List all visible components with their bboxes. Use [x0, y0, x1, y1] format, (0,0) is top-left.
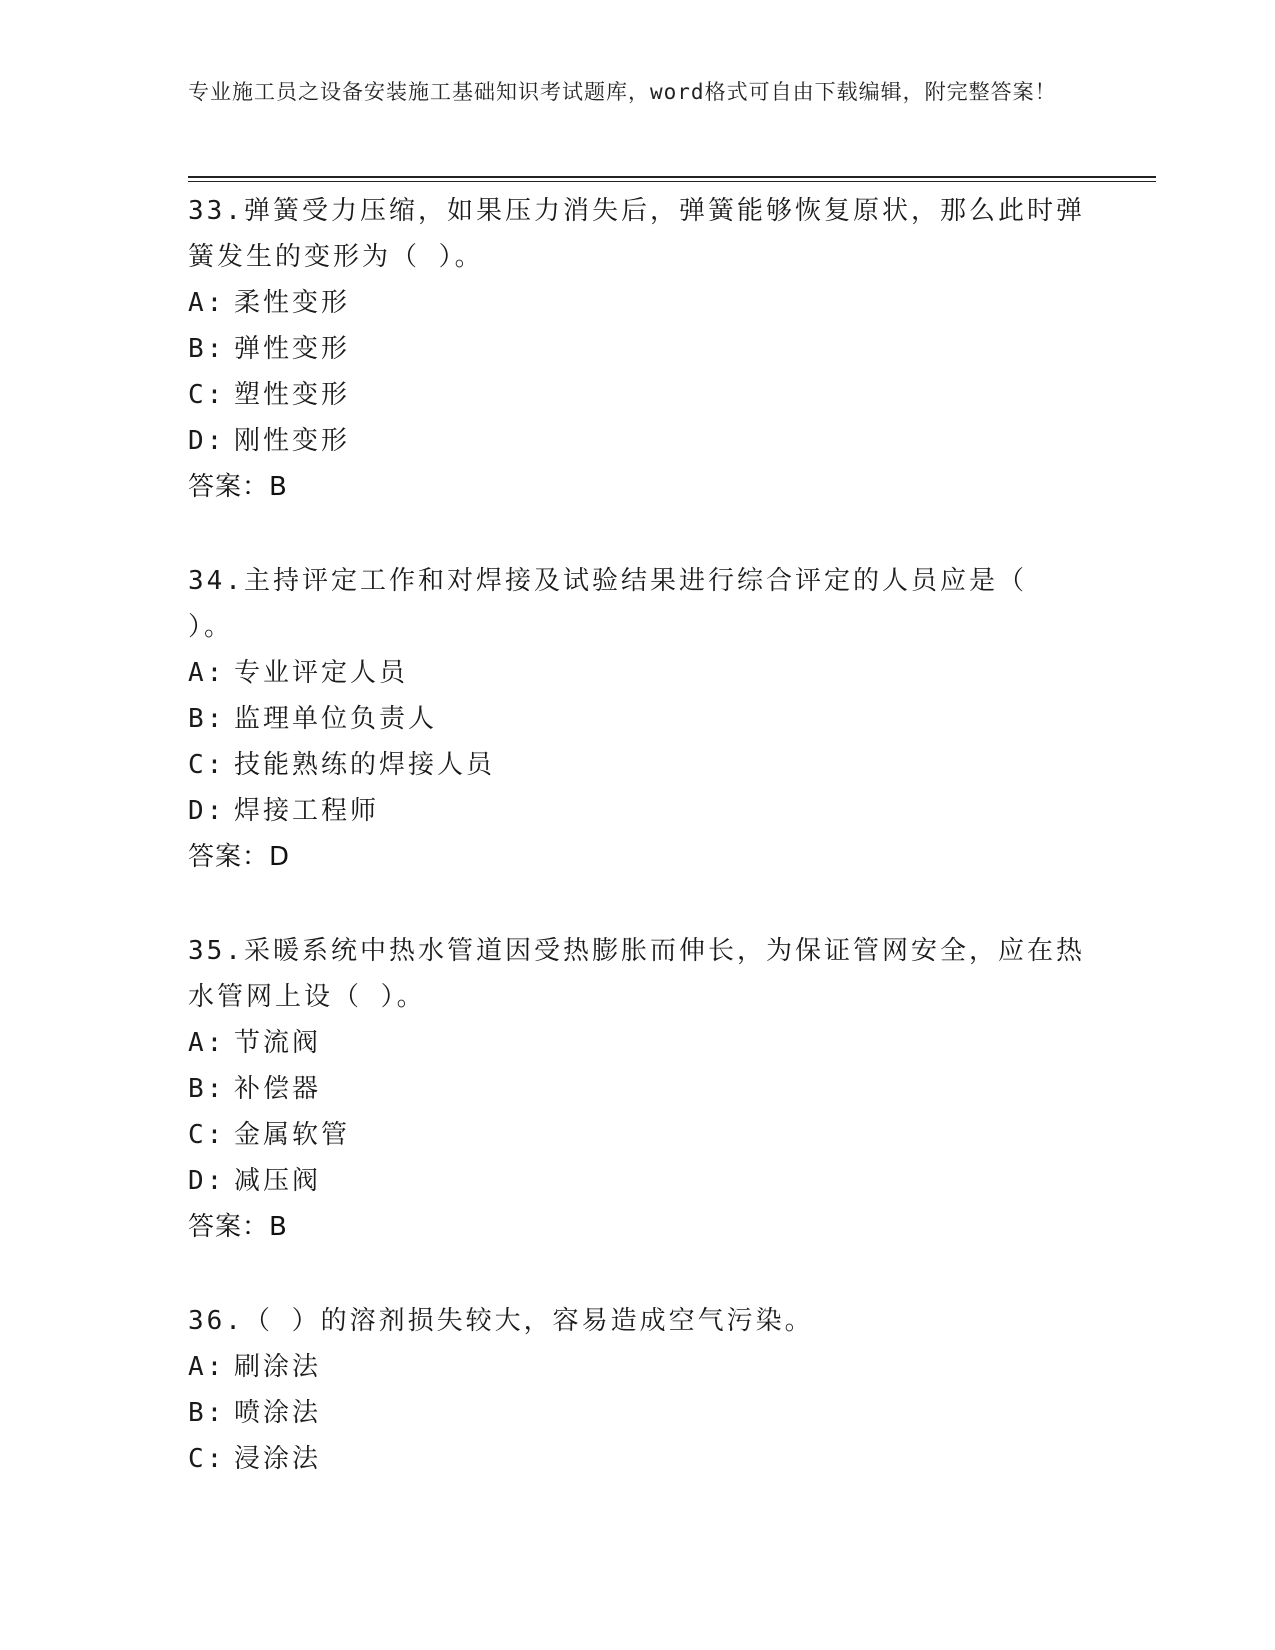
option-c [188, 372, 1088, 418]
option-letter: A: [188, 288, 226, 318]
option-d [188, 788, 1088, 834]
option-text: 喷涂法 [234, 1398, 322, 1428]
option-text: 金属软管 [234, 1120, 351, 1150]
option-text: 刷涂法 [234, 1352, 322, 1382]
option-text: 监理单位负责人 [234, 704, 438, 734]
answer-line: 答案：D [188, 842, 291, 872]
option-text: 浸涂法 [234, 1444, 322, 1474]
option-b [188, 1066, 1088, 1112]
option-a [188, 650, 1088, 696]
option-letter: A: [188, 1352, 226, 1382]
option-letter: B: [188, 1398, 226, 1428]
option-d [188, 418, 1088, 464]
question-36 [188, 1298, 1088, 1482]
option-b [188, 326, 1088, 372]
option-letter: C: [188, 380, 226, 410]
option-letter: A: [188, 658, 226, 688]
question-stem: 36.（ ）的溶剂损失较大，容易造成空气污染。 [188, 1306, 814, 1336]
option-text: 弹性变形 [234, 334, 351, 364]
option-letter: A: [188, 1028, 226, 1058]
option-text: 塑性变形 [234, 380, 351, 410]
option-a [188, 280, 1088, 326]
option-text: 节流阀 [234, 1028, 322, 1058]
question-stem: 34.主持评定工作和对焊接及试验结果进行综合评定的人员应是（ ）。 [188, 566, 1027, 642]
option-c [188, 1436, 1088, 1482]
option-letter: C: [188, 1444, 226, 1474]
option-letter: D: [188, 1166, 226, 1196]
page-header-title: 专业施工员之设备安装施工基础知识考试题库，word格式可自由下载编辑，附完整答案！ [188, 80, 1057, 104]
option-letter: D: [188, 426, 226, 456]
option-text: 技能熟练的焊接人员 [234, 750, 496, 780]
option-c [188, 742, 1088, 788]
option-letter: C: [188, 1120, 226, 1150]
option-letter: B: [188, 334, 226, 364]
option-letter: B: [188, 704, 226, 734]
option-text: 焊接工程师 [234, 796, 380, 826]
option-letter: C: [188, 750, 226, 780]
answer-line: 答案：B [188, 1212, 288, 1242]
question-list [188, 188, 1088, 1530]
question-stem: 33.弹簧受力压缩，如果压力消失后，弹簧能够恢复原状，那么此时弹簧发生的变形为（ ）。 [188, 196, 1085, 272]
option-b [188, 1390, 1088, 1436]
option-text: 柔性变形 [234, 288, 351, 318]
option-text: 补偿器 [234, 1074, 322, 1104]
option-letter: B: [188, 1074, 226, 1104]
option-letter: D: [188, 796, 226, 826]
header-rule-thin [188, 181, 1156, 182]
option-b [188, 696, 1088, 742]
option-a [188, 1344, 1088, 1390]
option-text: 减压阀 [234, 1166, 322, 1196]
option-d [188, 1158, 1088, 1204]
answer-line: 答案：B [188, 472, 288, 502]
question-33 [188, 188, 1088, 510]
header-rule-thick [188, 176, 1156, 178]
option-a [188, 1020, 1088, 1066]
option-text: 刚性变形 [234, 426, 351, 456]
question-stem: 35.采暖系统中热水管道因受热膨胀而伸长，为保证管网安全，应在热水管网上设（ ）。 [188, 936, 1085, 1012]
question-35 [188, 928, 1088, 1250]
option-text: 专业评定人员 [234, 658, 409, 688]
option-c [188, 1112, 1088, 1158]
question-34 [188, 558, 1088, 880]
